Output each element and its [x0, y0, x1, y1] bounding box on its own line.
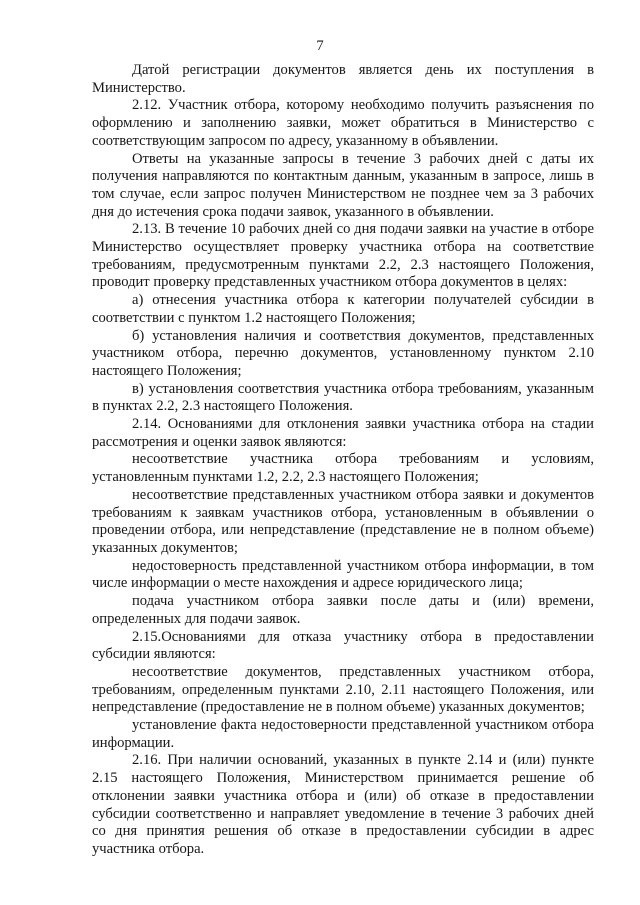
page-number: 7 — [316, 38, 324, 54]
paragraph-2-15-item-1: несоответствие документов, представленных участником отбора, требованиям, определенным пунктами 2.10, 2.11 настоящего Положения, или непредставление (предоставление не в полном объеме) указанных документов; — [92, 663, 594, 716]
paragraph-2-12: 2.12. Участник отбора, которому необходимо получить разъяснения по оформлению и заполнению заявки, может обратиться в Министерство с соответствующим запросом по адресу, указанному в объявлении. — [92, 97, 594, 149]
paragraph-answers: Ответы на указанные запросы в течение 3 рабочих дней с даты их получения направляются по контактным данным, указанным в запросе, лишь в том случае, если запрос получен Министерством не позднее чем за 3 рабочих дня до истечения срока подачи заявок, указанного в объявлении. — [92, 150, 594, 220]
document-body — [92, 62, 594, 859]
paragraph-2-13-c: в) установления соответствия участника отбора требованиям, указанным в пунктах 2.2, 2.3 настоящего Положения. — [92, 380, 594, 415]
paragraph-2-14-item-1: несоответствие участника отбора требованиям и условиям, установленным пунктами 1.2, 2.2, 2.3 настоящего Положения; — [92, 451, 594, 486]
paragraph-2-13: 2.13. В течение 10 рабочих дней со дня подачи заявки на участие в отборе Министерство осуществляет проверку участника отбора на соответствие требованиям, предусмотренным пунктами 2.2, 2.3 настоящего Положения, проводит проверку представленных участником отбора документов в целях: — [92, 221, 594, 291]
paragraph-2-14-item-4: подача участником отбора заявки после даты и (или) времени, определенных для подачи заявок. — [92, 593, 594, 627]
paragraph-2-14-item-2: несоответствие представленных участником отбора заявки и документов требованиям к заявкам участников отбора, установленным в объявлении о проведении отбора, или непредставление (представление не в полном объеме) указанных документов; — [92, 486, 594, 556]
paragraph-2-15-item-2: установление факта недостоверности представленной участником отбора информации. — [92, 717, 594, 751]
paragraph-2-13-b: б) установления наличия и соответствия документов, представленных участником отбора, перечню документов, установленному пунктом 2.10 настоящего Положения; — [92, 327, 594, 379]
paragraph-2-14-item-3: недостоверность представленной участником отбора информации, в том числе информации о месте нахождения и адресе юридического лица; — [92, 557, 594, 592]
paragraph-2-16: 2.16. При наличии оснований, указанных в пункте 2.14 и (или) пункте 2.15 настоящего Положения, Министерством принимается решение об отклонении заявки участника отбора и (или) об отказе в предоставлении субсидии соответственно и направляет уведомление в течение 3 рабочих дней со дня принятия решения об отказе в предоставлении субсидии в адрес участника отбора. — [92, 752, 594, 857]
paragraph-2-13-a: а) отнесения участника отбора к категории получателей субсидии в соответствии с пунктом 1.2 настоящего Положения; — [92, 292, 594, 326]
paragraph-registration-date: Датой регистрации документов является день их поступления в Министерство. — [92, 62, 594, 96]
paragraph-2-15: 2.15.Основаниями для отказа участнику отбора в предоставлении субсидии являются: — [92, 628, 594, 663]
paragraph-2-14: 2.14. Основаниями для отклонения заявки участника отбора на стадии рассмотрения и оценки заявок являются: — [92, 416, 594, 450]
